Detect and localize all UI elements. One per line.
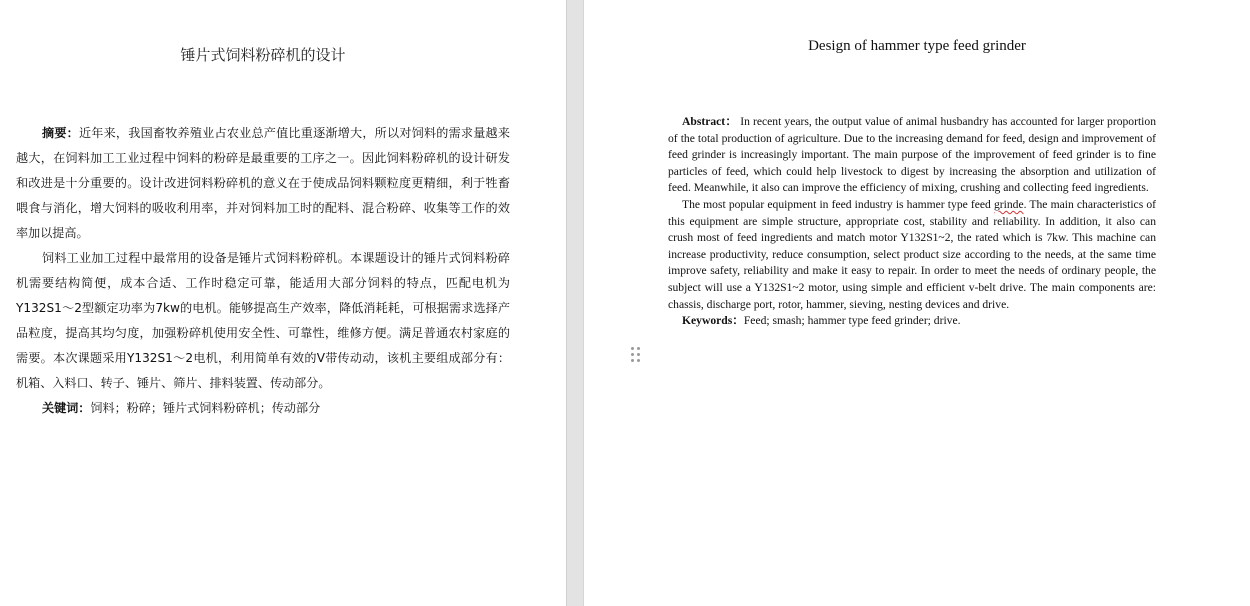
chinese-abstract-body [16,121,510,421]
english-title: Design of hammer type feed grinder [808,38,1026,54]
chinese-abstract-paragraph-1 [16,121,510,246]
english-abstract-body [668,114,1156,330]
spelling-flagged-word[interactable]: grinde [993,197,1024,211]
english-abstract-paragraph-1 [668,114,1156,197]
english-keywords: Feed; smash; hammer type feed grinder; drive. [743,314,961,328]
chinese-page [0,0,566,606]
paragraph-drag-handle-icon[interactable] [631,347,641,363]
chinese-keywords-line [16,396,510,421]
chinese-abstract-text-2: 饲料工业加工过程中最常用的设备是锤片式饲料粉碎机。本课题设计的锤片式饲料粉碎机需要结构简便，成本合适、工作时稳定可靠，能适用大部分饲料的特点，匹配电机为Y132S1～2型额定功率为7kw的电机。能够提高生产效率，降低消耗耗，可根据需求选择产品粒度，提高其均匀度，加强粉碎机使用安全性、可靠性，维修方便。满足普通农村家庭的需要。本次课题采用Y132S1～2电机，利用简单有效的V带传动动，该机主要组成部分有：机箱、入料口、转子、锤片、筛片、排料装置、传动部分。 [16,251,510,390]
english-abstract-label: Abstract： [682,115,738,128]
english-abstract-text-2a: The most popular equipment in feed industry is hammer type feed [682,197,991,211]
chinese-keywords: 饲料；粉碎；锤片式饲料粉碎机；传动部分 [90,401,321,415]
english-keywords-line [668,313,1156,330]
english-abstract-text-2b: . The main characteristics of this equipment are simple structure, appropriate cost, stability and reliability. In addition, it also can crush most of feed ingredients and match motor Y132S1~2, the rated which is 7kw. This machine can increase productivity, reduce consumption, select product size according to the needs, at the same time improve safety, reliability and make it easy to repair. In order to meet the needs of ordinary people, the subject will use a Y132S1~2 motor, using simple and efficient v-belt drive. The main components are: chassis, discharge port, rotor, hammer, sieving, nesting devices and drive. [668,197,1156,311]
page-gutter [566,0,584,606]
chinese-abstract-label: 摘要： [42,126,79,140]
chinese-abstract-paragraph-2 [16,246,510,396]
english-abstract-text-1: In recent years, the output value of animal husbandry has accounted for larger proportion of the total production of agriculture. Due to the increasing demand for feed, design and improvement of feed grinder is increasingly important. The main purpose of the improvement of feed grinder is to fine particles of feed, which could help livestock to digest by increasing the absorption and utilization of feed. Meanwhile, it also can improve the efficiency of mixing, crushing and collecting feed ingredients. [668,115,1156,195]
chinese-title: 锤片式饲料粉碎机的设计 [180,46,346,64]
chinese-abstract-text-1: 近年来，我国畜牧养殖业占农业总产值比重逐渐增大，所以对饲料的需求量越来越大，在饲料加工工业过程中饲料的粉碎是最重要的工序之一。因此饲料粉碎机的设计研发和改进是十分重要的。设计改进饲料粉碎机的意义在于使成品饲料颗粒度更精细，利于牲畜喂食与消化，增大饲料的吸收利用率，并对饲料加工时的配料、混合粉碎、收集等工作的效率加以提高。 [16,126,510,240]
english-keywords-label: Keywords： [682,314,744,328]
english-abstract-paragraph-2 [668,197,1156,313]
english-page [584,0,1156,606]
chinese-keywords-label: 关键词： [42,401,91,415]
